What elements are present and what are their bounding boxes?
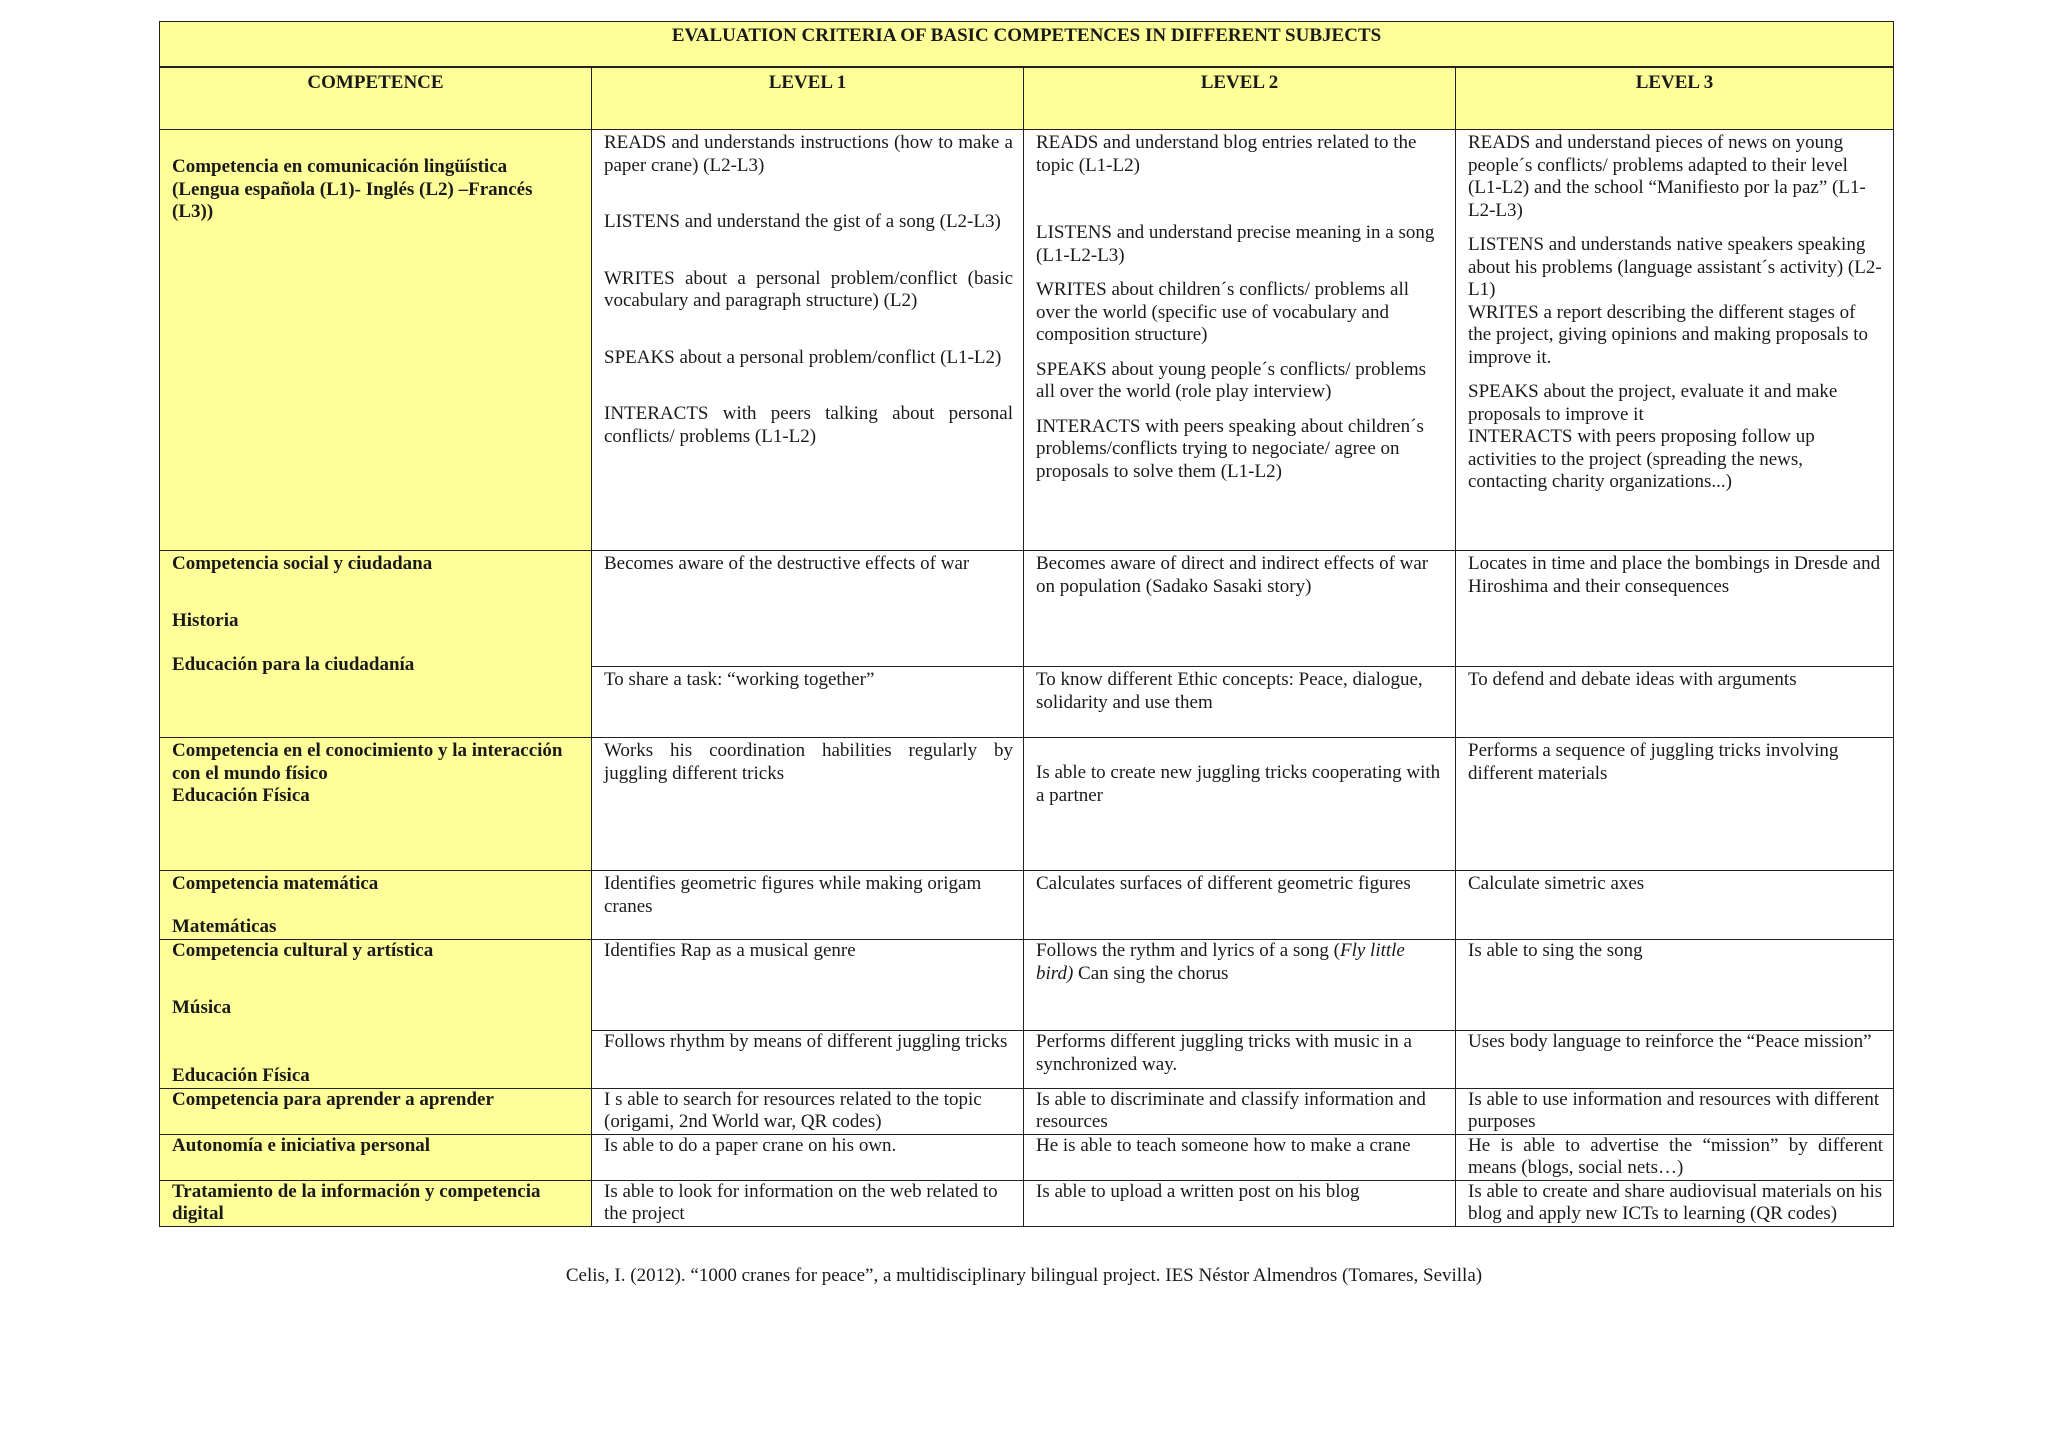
- competence-autonomy: Autonomía e iniciativa personal: [160, 1134, 592, 1180]
- competence-linguistic: [160, 130, 592, 551]
- l3-reads: READS and understand pieces of news on young people´s conflicts/ problems adapted to their level (L1-L2) and the school “Manifiesto por la paz” (L1-L2-L3): [1468, 132, 1866, 221]
- l1-speaks: SPEAKS about a personal problem/conflict (L1-L2): [604, 346, 1002, 368]
- l1-interacts: INTERACTS with peers talking about personal conflicts/ problems (L1-L2): [604, 403, 1013, 447]
- autonomy-level1: Is able to do a paper crane on his own.: [592, 1134, 1024, 1180]
- l1-writes: WRITES about a personal problem/conflict (basic vocabulary and paragraph structure) (L2): [604, 267, 1013, 311]
- header-level3: LEVEL 3: [1456, 67, 1894, 130]
- competence-linguistic-line2: (Lengua española (L1)- Inglés (L2) –Francés: [172, 178, 533, 200]
- header-level2: LEVEL 2: [1024, 67, 1456, 130]
- l2-listens: LISTENS and understand precise meaning in a song (L1-L2-L3): [1036, 222, 1435, 266]
- competence-linguistic-line3: (L3)): [172, 201, 214, 222]
- table-row-linguistic: [160, 130, 1894, 551]
- l1-listens: LISTENS and understand the gist of a song (L2-L3): [604, 211, 1001, 232]
- math-level1: Identifies geometric figures while making origam cranes: [592, 871, 1024, 940]
- header-row: [160, 67, 1894, 130]
- cultural-level3-b: Uses body language to reinforce the “Peace mission”: [1456, 1031, 1894, 1088]
- competence-social-label: Competencia social y ciudadana: [172, 553, 433, 574]
- competence-cultural: [160, 940, 592, 1089]
- subject-matematicas: Matemáticas: [172, 915, 277, 937]
- cultural-level2-b: Performs different juggling tricks with music in a synchronized way.: [1024, 1031, 1456, 1088]
- subject-historia: Historia: [172, 609, 239, 631]
- song-title: Fly little bird): [1036, 940, 1405, 984]
- competence-digital: Tratamiento de la información y competencia digital: [160, 1180, 592, 1226]
- subject-musica: Música: [172, 996, 232, 1018]
- digital-level2: Is able to upload a written post on his blog: [1024, 1180, 1456, 1226]
- physical-level1: Works his coordination habilities regularly by juggling different tricks: [592, 738, 1024, 871]
- cultural-level2-a-text-end: Can sing the chorus: [1073, 962, 1229, 984]
- subject-ciudadania: Educación para la ciudadanía: [172, 654, 415, 675]
- citation-footer: Celis, I. (2012). “1000 cranes for peace”, a multidisciplinary bilingual project. IES Néstor Almendros (Tomares, Sevilla): [565, 1265, 1483, 1286]
- physical-level3: Performs a sequence of juggling tricks involving different materials: [1456, 738, 1894, 871]
- table-row-learning: [160, 1088, 1894, 1134]
- social-level1-b: To share a task: “working together”: [592, 667, 1024, 738]
- learning-level3: Is able to use information and resources with different purposes: [1456, 1088, 1894, 1134]
- competence-math: [160, 871, 592, 940]
- table-row-social-a: [160, 551, 1894, 667]
- table-row-autonomy: [160, 1134, 1894, 1180]
- cultural-level3-a: Is able to sing the song: [1456, 940, 1894, 1031]
- linguistic-level3: [1456, 130, 1894, 551]
- l1-reads: READS and understands instructions (how to make a paper crane) (L2-L3): [604, 132, 1013, 176]
- l2-reads: READS and understand blog entries related to the topic (L1-L2): [1036, 132, 1417, 176]
- math-level3: Calculate simetric axes: [1456, 871, 1894, 940]
- competence-social: [160, 551, 592, 738]
- table-title-text: EVALUATION CRITERIA OF BASIC COMPETENCES IN DIFFERENT SUBJECTS: [671, 25, 1382, 46]
- competence-math-label: Competencia matemática: [172, 873, 379, 894]
- l3-writes: WRITES a report describing the different stages of the project, giving opinions and making proposals to improve it.: [1468, 301, 1869, 368]
- autonomy-level3: He is able to advertise the “mission” by different means (blogs, social nets…): [1456, 1134, 1894, 1180]
- social-level3-b: To defend and debate ideas with arguments: [1456, 667, 1894, 738]
- competence-learning: Competencia para aprender a aprender: [160, 1088, 592, 1134]
- competence-physical-label: Competencia en el conocimiento y la interacción con el mundo físico: [172, 740, 563, 784]
- l3-speaks: SPEAKS about the project, evaluate it and make proposals to improve it: [1468, 381, 1838, 425]
- table-row-math: [160, 871, 1894, 940]
- table-row-physical: [160, 738, 1894, 871]
- linguistic-level2: [1024, 130, 1456, 551]
- physical-level2: Is able to create new juggling tricks cooperating with a partner: [1024, 738, 1456, 871]
- autonomy-level2: He is able to teach someone how to make a crane: [1024, 1134, 1456, 1180]
- digital-level3: Is able to create and share audiovisual materials on his blog and apply new ICTs to learning (QR codes): [1456, 1180, 1894, 1226]
- learning-level1: I s able to search for resources related to the topic (origami, 2nd World war, QR codes): [592, 1088, 1024, 1134]
- competence-linguistic-line1: Competencia en comunicación lingüística: [172, 156, 508, 177]
- table-title: [160, 22, 1894, 68]
- l2-writes: WRITES about children´s conflicts/ problems all over the world (specific use of vocabulary and composition structure): [1036, 279, 1410, 345]
- cultural-level1-b: Follows rhythm by means of different juggling tricks: [592, 1031, 1024, 1088]
- cultural-level2-a: [1024, 940, 1456, 1031]
- competence-cultural-label: Competencia cultural y artística: [172, 940, 434, 961]
- header-level1: LEVEL 1: [592, 67, 1024, 130]
- math-level2: Calculates surfaces of different geometric figures: [1024, 871, 1456, 940]
- table-row-cultural-a: [160, 940, 1894, 1031]
- linguistic-level1: [592, 130, 1024, 551]
- l2-interacts: INTERACTS with peers speaking about children´s problems/conflicts trying to negociate/ agree on proposals to solve them (L1-L2): [1036, 415, 1424, 482]
- table-row-digital: [160, 1180, 1894, 1226]
- header-competence: COMPETENCE: [160, 67, 592, 130]
- social-level2-b: To know different Ethic concepts: Peace, dialogue, solidarity and use them: [1024, 667, 1456, 738]
- subject-educacion-fisica: Educación Física: [172, 785, 310, 806]
- social-level2-a: Becomes aware of direct and indirect effects of war on population (Sadako Sasaki story): [1024, 551, 1456, 667]
- l2-speaks: SPEAKS about young people´s conflicts/ problems all over the world (role play interview): [1036, 358, 1426, 402]
- evaluation-document: [159, 21, 1893, 1227]
- cultural-level1-a: Identifies Rap as a musical genre: [592, 940, 1024, 1031]
- digital-level1: Is able to look for information on the web related to the project: [592, 1180, 1024, 1226]
- learning-level2: Is able to discriminate and classify information and resources: [1024, 1088, 1456, 1134]
- l3-interacts: INTERACTS with peers proposing follow up activities to the project (spreading the news, contacting charity organizations...): [1468, 426, 1815, 492]
- competences-table: [159, 21, 1894, 1227]
- subject-educacion-fisica-2: Educación Física: [172, 1065, 310, 1086]
- competence-physical: [160, 738, 592, 871]
- cultural-level2-a-text: Follows the rythm and lyrics of a song (: [1036, 940, 1340, 961]
- social-level1-a: Becomes aware of the destructive effects of war: [592, 551, 1024, 667]
- social-level3-a: Locates in time and place the bombings in Dresde and Hiroshima and their consequences: [1456, 551, 1894, 667]
- l3-listens: LISTENS and understands native speakers speaking about his problems (language assistant´s activity) (L2-L1): [1468, 234, 1882, 300]
